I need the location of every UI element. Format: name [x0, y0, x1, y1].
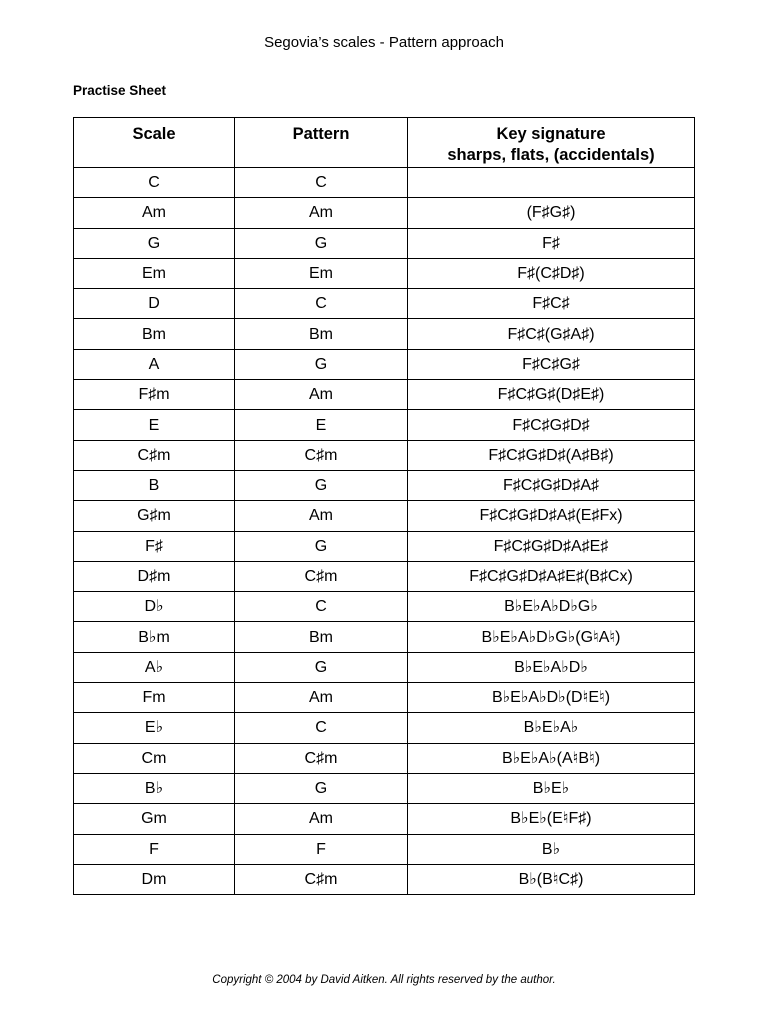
- scale-cell: F: [74, 834, 235, 864]
- pattern-cell: G: [235, 652, 408, 682]
- scale-cell: F♯m: [74, 380, 235, 410]
- key-signature-cell: B♭(B♮C♯): [408, 864, 695, 894]
- table-row: [74, 168, 695, 198]
- pattern-cell: C♯m: [235, 440, 408, 470]
- scale-cell: F♯: [74, 531, 235, 561]
- key-signature-cell: F♯C♯G♯D♯(A♯B♯): [408, 440, 695, 470]
- scale-cell: G♯m: [74, 501, 235, 531]
- table-row: [74, 743, 695, 773]
- scales-table: [73, 117, 695, 895]
- pattern-cell: C♯m: [235, 743, 408, 773]
- key-signature-cell: B♭E♭A♭D♭(D♮E♮): [408, 683, 695, 713]
- table-row: [74, 683, 695, 713]
- pattern-cell: G: [235, 470, 408, 500]
- pattern-cell: Bm: [235, 622, 408, 652]
- table-row: [74, 198, 695, 228]
- scale-cell: E: [74, 410, 235, 440]
- table-body: [74, 168, 695, 895]
- key-signature-cell: B♭E♭A♭: [408, 713, 695, 743]
- pattern-cell: G: [235, 773, 408, 803]
- scale-cell: D♭: [74, 592, 235, 622]
- key-signature-cell: F♯C♯G♯D♯A♯(E♯Fx): [408, 501, 695, 531]
- scale-cell: B: [74, 470, 235, 500]
- table-row: [74, 258, 695, 288]
- table-row: [74, 622, 695, 652]
- key-signature-cell: (F♯G♯): [408, 198, 695, 228]
- table-row: [74, 289, 695, 319]
- pattern-cell: Am: [235, 198, 408, 228]
- header-scale: Scale: [74, 118, 235, 168]
- pattern-cell: Am: [235, 804, 408, 834]
- scale-cell: Gm: [74, 804, 235, 834]
- scale-cell: E♭: [74, 713, 235, 743]
- pattern-cell: E: [235, 410, 408, 440]
- scale-cell: B♭m: [74, 622, 235, 652]
- scale-cell: Dm: [74, 864, 235, 894]
- key-signature-cell: B♭E♭A♭(A♮B♮): [408, 743, 695, 773]
- table-row: [74, 592, 695, 622]
- pattern-cell: C: [235, 713, 408, 743]
- key-signature-cell: F♯C♯G♯: [408, 349, 695, 379]
- key-signature-cell: F♯C♯(G♯A♯): [408, 319, 695, 349]
- pattern-cell: Em: [235, 258, 408, 288]
- pattern-cell: G: [235, 349, 408, 379]
- table-header-row: [74, 118, 695, 168]
- scale-cell: A: [74, 349, 235, 379]
- scale-cell: Am: [74, 198, 235, 228]
- document-title: Segovia’s scales - Pattern approach: [264, 34, 504, 51]
- table-row: [74, 410, 695, 440]
- header-key-line2: sharps, flats, (accidentals): [447, 146, 655, 164]
- pattern-cell: Am: [235, 380, 408, 410]
- scale-cell: C♯m: [74, 440, 235, 470]
- header-key-line1: Key signature: [496, 125, 606, 143]
- table-row: [74, 652, 695, 682]
- key-signature-cell: F♯C♯G♯D♯A♯: [408, 470, 695, 500]
- key-signature-cell: B♭: [408, 834, 695, 864]
- table-row: [74, 561, 695, 591]
- scale-cell: B♭: [74, 773, 235, 803]
- table-row: [74, 319, 695, 349]
- practise-sheet-label: Practise Sheet: [73, 83, 167, 98]
- table-row: [74, 773, 695, 803]
- pattern-cell: Am: [235, 683, 408, 713]
- table-row: [74, 349, 695, 379]
- table-row: [74, 531, 695, 561]
- table-row: [74, 228, 695, 258]
- key-signature-cell: F♯C♯G♯D♯A♯E♯(B♯Cx): [408, 561, 695, 591]
- key-signature-cell: F♯(C♯D♯): [408, 258, 695, 288]
- table-row: [74, 470, 695, 500]
- key-signature-cell: B♭E♭A♭D♭G♭(G♮A♮): [408, 622, 695, 652]
- copyright-notice: Copyright © 2004 by David Aitken. All rights reserved by the author.: [212, 974, 556, 986]
- key-signature-cell: F♯: [408, 228, 695, 258]
- key-signature-cell: B♭E♭A♭D♭G♭: [408, 592, 695, 622]
- header-key-signature: [408, 118, 695, 168]
- table-row: [74, 380, 695, 410]
- table-row: [74, 834, 695, 864]
- pattern-cell: C: [235, 592, 408, 622]
- key-signature-cell: B♭E♭(E♮F♯): [408, 804, 695, 834]
- scale-cell: Fm: [74, 683, 235, 713]
- pattern-cell: C: [235, 168, 408, 198]
- pattern-cell: C♯m: [235, 561, 408, 591]
- key-signature-cell: F♯C♯G♯(D♯E♯): [408, 380, 695, 410]
- scale-cell: Cm: [74, 743, 235, 773]
- scale-cell: Bm: [74, 319, 235, 349]
- scale-cell: A♭: [74, 652, 235, 682]
- pattern-cell: C♯m: [235, 864, 408, 894]
- pattern-cell: F: [235, 834, 408, 864]
- key-signature-cell: [408, 168, 695, 198]
- scale-cell: Em: [74, 258, 235, 288]
- table-row: [74, 501, 695, 531]
- header-pattern: Pattern: [235, 118, 408, 168]
- key-signature-cell: B♭E♭: [408, 773, 695, 803]
- scale-cell: G: [74, 228, 235, 258]
- pattern-cell: G: [235, 228, 408, 258]
- pattern-cell: Am: [235, 501, 408, 531]
- table-row: [74, 864, 695, 894]
- table-row: [74, 713, 695, 743]
- scale-cell: C: [74, 168, 235, 198]
- table-row: [74, 804, 695, 834]
- key-signature-cell: F♯C♯G♯D♯A♯E♯: [408, 531, 695, 561]
- key-signature-cell: B♭E♭A♭D♭: [408, 652, 695, 682]
- key-signature-cell: F♯C♯G♯D♯: [408, 410, 695, 440]
- table-row: [74, 440, 695, 470]
- pattern-cell: Bm: [235, 319, 408, 349]
- key-signature-cell: F♯C♯: [408, 289, 695, 319]
- scale-cell: D: [74, 289, 235, 319]
- pattern-cell: G: [235, 531, 408, 561]
- pattern-cell: C: [235, 289, 408, 319]
- scale-cell: D♯m: [74, 561, 235, 591]
